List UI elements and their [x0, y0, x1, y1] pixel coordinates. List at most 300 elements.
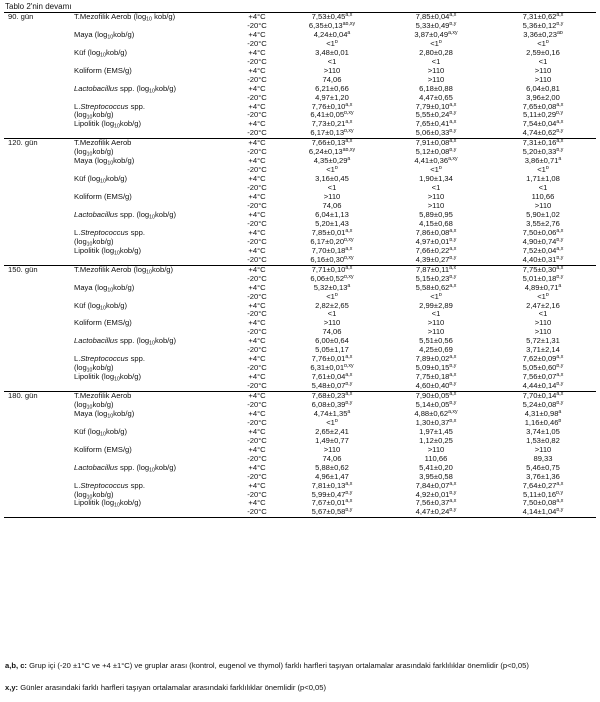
value-cell: 74,06 — [322, 328, 342, 337]
value-cell: $7,91\pm 0,08^{a,x}$ — [382, 139, 490, 148]
temperature-cell: +4°C — [248, 102, 266, 111]
table-row — [4, 211, 596, 220]
parameter-cell — [72, 382, 232, 391]
period-cell: 180. gün — [4, 392, 72, 401]
value-cell: 6,18±0,88 — [419, 84, 453, 93]
value-cell: 4,97±1,20 — [315, 93, 349, 102]
value-cell: $7,56\pm 0,37^{a,x}$ — [415, 499, 457, 508]
parameter-cell — [72, 293, 232, 302]
temperature-cell: -20°C — [247, 93, 267, 102]
period-cell — [4, 337, 72, 346]
value-cell: $7,75\pm 0,18^{a,x}$ — [415, 373, 457, 382]
value-cell: $6,24\pm 0,13^{ab,xy}$ — [308, 148, 356, 157]
period-cell — [4, 202, 72, 211]
value-cell: 3,76±1,36 — [526, 472, 560, 481]
value-cell: $7,66\pm 0,13^{a,x}$ — [282, 139, 382, 148]
temperature-cell: +4°C — [248, 175, 266, 184]
value-cell: $5,12\pm 0,08^{b,y}$ — [415, 148, 457, 157]
temperature-cell: -20°C — [247, 400, 267, 409]
value-cell: $<1^b$ — [326, 292, 338, 301]
period-cell — [4, 275, 72, 284]
value-cell: $7,90\pm 0,05^{a,x}$ — [382, 392, 490, 401]
table-row — [4, 328, 596, 337]
value-cell: >110 — [427, 445, 445, 454]
parameter-cell: Koliform (EMS/g) — [74, 193, 132, 202]
value-cell: 3,96±2,00 — [526, 93, 560, 102]
value-cell: 89,33 — [533, 454, 553, 463]
value-cell: $5,20\pm 0,33^{b,y}$ — [522, 148, 564, 157]
parameter-cell: L.Streptococcus spp. — [74, 228, 145, 237]
period-cell — [4, 22, 72, 31]
parameter-cell: Küf $(\log_{10}kob/g)$ — [74, 301, 128, 311]
table-row — [4, 319, 596, 328]
value-cell: >110 — [427, 202, 445, 211]
temperature-cell: -20°C — [247, 148, 267, 157]
temperature-cell: +4°C — [232, 139, 282, 148]
value-cell: $7,68\pm 0,23^{a,x}$ — [282, 392, 382, 401]
value-cell: >110 — [323, 193, 341, 202]
value-cell: $6,41\pm 0,05^{b,xy}$ — [310, 111, 354, 120]
parameter-cell: $(\log_{10}kob/g)$ — [74, 490, 114, 500]
value-cell: $7,31\pm 0,16^{a,x}$ — [490, 139, 596, 148]
value-cell: $6,08\pm 0,39^{b,y}$ — [311, 400, 353, 409]
temperature-cell: -20°C — [247, 292, 267, 301]
table-row — [4, 428, 596, 437]
value-cell: $5,36\pm 0,12^{b,y}$ — [522, 21, 564, 30]
table-row — [4, 166, 596, 175]
table-row — [4, 120, 596, 129]
parameter-cell: L.Streptococcus spp. — [74, 102, 145, 111]
table-row — [4, 355, 596, 364]
value-cell: 4,96±1,47 — [315, 472, 349, 481]
value-cell: 6,21±0,66 — [315, 84, 349, 93]
table-row — [4, 238, 596, 247]
temperature-cell: +4°C — [232, 265, 282, 274]
temperature-cell: -20°C — [247, 57, 267, 66]
temperature-cell: -20°C — [247, 111, 267, 120]
parameter-cell: Lactobacillus spp. $(\log_{10}kob/g)$ — [74, 84, 177, 94]
period-cell — [4, 148, 72, 157]
table-row — [4, 364, 596, 373]
table-row — [4, 293, 596, 302]
value-cell: 5,88±0,62 — [315, 463, 349, 472]
value-cell: $7,50\pm 0,08^{a,x}$ — [522, 499, 564, 508]
value-cell: $<1^b$ — [326, 39, 338, 48]
value-cell: >110 — [534, 75, 552, 84]
parameter-cell: Lactobacillus spp. $(\log_{10}kob/g)$ — [74, 337, 177, 347]
temperature-cell: +4°C — [248, 246, 266, 255]
value-cell: $7,70\pm 0,14^{a,x}$ — [490, 392, 596, 401]
value-cell: <1 — [327, 184, 337, 193]
table-row — [4, 446, 596, 455]
temperature-cell: -20°C — [247, 255, 267, 264]
value-cell: $7,31\pm 0,62^{a,x}$ — [490, 13, 596, 22]
table-row — [4, 175, 596, 184]
value-cell: 5,46±0,75 — [526, 463, 560, 472]
value-cell: 5,89±0,95 — [419, 210, 453, 219]
value-cell: $3,87\pm 0,49^{a,xy}$ — [414, 30, 458, 39]
value-cell: 110,66 — [531, 193, 555, 202]
value-cell: $4,97\pm 0,01^{b,y}$ — [415, 237, 457, 246]
value-cell: 3,48±0,01 — [315, 48, 349, 57]
value-cell: $5,11\pm 0,16^{b,y}$ — [522, 490, 564, 499]
parameter-cell: Maya $(\log_{10}kob/g)$ — [74, 409, 135, 419]
table-row — [4, 94, 596, 103]
value-cell: $6,06\pm 0,52^{b,xy}$ — [310, 274, 354, 283]
table-row — [4, 382, 596, 391]
parameter-cell — [72, 473, 232, 482]
temperature-cell: +4°C — [248, 157, 266, 166]
value-cell: 4,24±0,04$^a$ — [313, 30, 351, 39]
table-row — [4, 437, 596, 446]
parameter-cell: Koliform (EMS/g) — [74, 66, 132, 75]
value-cell: 2,47±2,16 — [526, 301, 560, 310]
table-row — [4, 13, 596, 22]
table-row — [4, 346, 596, 355]
value-cell: $4,39\pm 0,27^{b,y}$ — [415, 255, 457, 264]
parameter-cell: T.Mezofilik Aerob — [72, 139, 232, 148]
value-cell: <1 — [327, 57, 337, 66]
table-row — [4, 76, 596, 85]
period-cell — [4, 193, 72, 202]
table-row — [4, 310, 596, 319]
value-cell: $<1^b$ — [326, 166, 338, 175]
value-cell: $<1^b$ — [430, 39, 442, 48]
value-cell: <1 — [431, 310, 441, 319]
value-cell: >110 — [534, 66, 552, 75]
value-cell: $4,88\pm 0,62^{a,xy}$ — [414, 409, 458, 418]
value-cell: $5,67\pm 0,58^{b,y}$ — [282, 508, 382, 517]
parameter-cell: $(\log_{10}kob/g)$ — [74, 148, 114, 158]
temperature-cell: -20°C — [247, 184, 267, 193]
parameter-cell — [72, 129, 232, 138]
value-cell: $7,67\pm 0,01^{a,x}$ — [311, 499, 353, 508]
table-row — [4, 302, 596, 311]
period-cell — [4, 491, 72, 500]
value-cell: $<1^b$ — [326, 418, 338, 427]
value-cell: $5,14\pm 0,05^{b,y}$ — [415, 400, 457, 409]
temperature-cell: +4°C — [248, 120, 266, 129]
value-cell: $5,11\pm 0,29^{b,y}$ — [522, 111, 564, 120]
temperature-cell: -20°C — [247, 21, 267, 30]
value-cell: <1 — [538, 310, 548, 319]
value-cell: <1 — [431, 57, 441, 66]
parameter-cell — [72, 76, 232, 85]
footnote-xy-text: Günler arasındaki farklı harfleri taşıyan ortalamalar arasındaki farklılıklar önemlidir (p<0,05) — [20, 683, 326, 692]
parameter-cell — [72, 437, 232, 446]
temperature-cell: -20°C — [247, 472, 267, 481]
table-row — [4, 40, 596, 49]
period-cell — [4, 419, 72, 428]
temperature-cell: +4°C — [248, 445, 266, 454]
temperature-cell: -20°C — [247, 328, 267, 337]
table-row — [4, 256, 596, 265]
value-cell: >110 — [534, 328, 552, 337]
value-cell: $7,62\pm 0,09^{a,x}$ — [522, 355, 564, 364]
temperature-cell: +4°C — [248, 84, 266, 93]
value-cell: $4,92\pm 0,01^{b,y}$ — [415, 490, 457, 499]
value-cell: $7,53\pm 0,45^{a,x}$ — [282, 13, 382, 22]
parameter-cell: Koliform (EMS/g) — [74, 319, 132, 328]
value-cell: 5,05±1,17 — [315, 346, 349, 355]
period-cell — [4, 129, 72, 138]
table-row — [4, 193, 596, 202]
value-cell: 3,74±1,05 — [526, 427, 560, 436]
value-cell: $5,24\pm 0,08^{b,y}$ — [522, 400, 564, 409]
period-cell — [4, 31, 72, 40]
table-row — [4, 491, 596, 500]
temperature-cell: -20°C — [247, 237, 267, 246]
value-cell: $4,41\pm 0,36^{a,xy}$ — [414, 157, 458, 166]
parameter-cell: Lipolitik $(\log_{10}kob/g)$ — [74, 246, 141, 256]
parameter-cell — [72, 22, 232, 31]
parameter-cell — [72, 58, 232, 67]
period-cell — [4, 401, 72, 410]
value-cell: $5,01\pm 0,18^{b,y}$ — [522, 274, 564, 283]
temperature-cell: +4°C — [248, 301, 266, 310]
parameter-cell: Maya $(\log_{10}kob/g)$ — [74, 30, 135, 40]
period-cell — [4, 211, 72, 220]
table-row — [4, 499, 596, 508]
table-row — [4, 508, 596, 517]
temperature-cell: -20°C — [247, 39, 267, 48]
period-cell — [4, 410, 72, 419]
parameter-cell: Lipolitik $(\log_{10}kob/g)$ — [74, 499, 141, 509]
parameter-cell: Küf $(\log_{10}kob/g)$ — [74, 427, 128, 437]
footnote-abc — [5, 661, 595, 670]
table-row — [4, 58, 596, 67]
table-row — [4, 455, 596, 464]
table-row — [4, 129, 596, 138]
value-cell: 2,65±2,41 — [315, 427, 349, 436]
temperature-cell: -20°C — [247, 436, 267, 445]
value-cell: 3,86±0,71$^a$ — [524, 157, 562, 166]
temperature-cell: -20°C — [247, 418, 267, 427]
period-cell — [4, 428, 72, 437]
period-cell — [4, 293, 72, 302]
temperature-cell: +4°C — [248, 228, 266, 237]
value-cell: 1,16±0,46$^b$ — [524, 418, 562, 427]
period-cell — [4, 49, 72, 58]
table-row — [4, 139, 596, 148]
period-cell — [4, 229, 72, 238]
temperature-cell: +4°C — [248, 283, 266, 292]
value-cell: >110 — [427, 75, 445, 84]
parameter-cell — [72, 40, 232, 49]
value-cell: 1,97±1,45 — [419, 427, 453, 436]
parameter-cell: $(\log_{10}kob/g)$ — [74, 400, 114, 410]
value-cell: $4,47\pm 0,24^{b,y}$ — [382, 508, 490, 517]
table-row — [4, 419, 596, 428]
value-cell: $7,85\pm 0,01^{a,x}$ — [311, 228, 353, 237]
value-cell: 4,15±0,68 — [419, 219, 453, 228]
parameter-cell: $(\log_{10}kob/g)$ — [74, 237, 114, 247]
value-cell: 5,41±0,20 — [419, 463, 453, 472]
value-cell: 5,20±1,43 — [315, 219, 349, 228]
table-row — [4, 464, 596, 473]
table-row — [4, 247, 596, 256]
value-cell: >110 — [427, 319, 445, 328]
table-row — [4, 410, 596, 419]
value-cell: $7,89\pm 0,02^{a,x}$ — [415, 355, 457, 364]
parameter-cell — [72, 184, 232, 193]
table-row — [4, 220, 596, 229]
value-cell: $7,54\pm 0,04^{a,x}$ — [522, 120, 564, 129]
value-cell: 2,82±2,65 — [315, 301, 349, 310]
value-cell: 4,25±0,69 — [419, 346, 453, 355]
temperature-cell: -20°C — [247, 346, 267, 355]
value-cell: 3,55±2,76 — [526, 219, 560, 228]
value-cell: 2,59±0,16 — [526, 48, 560, 57]
value-cell: $5,58\pm 0,62^{a,x}$ — [415, 283, 457, 292]
period-cell — [4, 302, 72, 311]
period-cell — [4, 184, 72, 193]
value-cell: $6,35\pm 0,13^{ab,xy}$ — [308, 21, 356, 30]
value-cell: $7,71\pm 0,10^{a,x}$ — [282, 265, 382, 274]
parameter-cell — [72, 346, 232, 355]
value-cell: 3,95±0,58 — [419, 472, 453, 481]
temperature-cell: +4°C — [232, 13, 282, 22]
parameter-cell: Küf $(\log_{10}kob/g)$ — [74, 48, 128, 58]
period-cell — [4, 175, 72, 184]
parameter-cell: T.Mezofilik Aerob ($\log_{10}$ kob/g) — [72, 13, 232, 22]
period-cell — [4, 111, 72, 120]
temperature-cell: +4°C — [248, 463, 266, 472]
value-cell: 74,06 — [322, 75, 342, 84]
period-cell — [4, 67, 72, 76]
value-cell: $7,66\pm 0,22^{a,x}$ — [415, 246, 457, 255]
period-cell — [4, 473, 72, 482]
parameter-cell — [72, 220, 232, 229]
value-cell: $6,17\pm 0,20^{b,xy}$ — [310, 237, 354, 246]
table-row — [4, 392, 596, 401]
table-row — [4, 202, 596, 211]
table-row — [4, 284, 596, 293]
parameter-cell: Lactobacillus spp. $(\log_{10}kob/g)$ — [74, 210, 177, 220]
temperature-cell: +4°C — [248, 499, 266, 508]
parameter-cell — [72, 94, 232, 103]
temperature-cell: +4°C — [232, 392, 282, 401]
footnote-abc-mark: a,b, c: — [5, 661, 27, 670]
value-cell: 6,00±0,64 — [315, 337, 349, 346]
parameter-cell: Maya $(\log_{10}kob/g)$ — [74, 157, 135, 167]
period-cell — [4, 499, 72, 508]
value-cell: <1 — [538, 57, 548, 66]
value-cell: $7,70\pm 0,18^{a,x}$ — [311, 246, 353, 255]
temperature-cell: +4°C — [248, 30, 266, 39]
temperature-cell: -20°C — [247, 490, 267, 499]
value-cell: $<1^b$ — [430, 292, 442, 301]
value-cell: $5,99\pm 0,47^{b,y}$ — [311, 490, 353, 499]
value-cell: $7,85\pm 0,04^{a,x}$ — [382, 13, 490, 22]
value-cell: $4,44\pm 0,14^{b,y}$ — [522, 382, 564, 391]
value-cell: $6,16\pm 0,30^{b,xy}$ — [310, 255, 354, 264]
temperature-cell: +4°C — [248, 193, 266, 202]
temperature-cell: +4°C — [248, 481, 266, 490]
value-cell: $7,76\pm 0,10^{a,x}$ — [311, 102, 353, 111]
value-cell: 6,04±1,13 — [315, 210, 349, 219]
value-cell: 5,72±1,31 — [526, 337, 560, 346]
value-cell: 4,31±0,98$^a$ — [524, 409, 562, 418]
value-cell: $7,65\pm 0,08^{a,x}$ — [522, 102, 564, 111]
value-cell: 1,12±0,25 — [419, 436, 453, 445]
value-cell: $1,30\pm 0,37^{b,x}$ — [415, 418, 457, 427]
value-cell: $7,86\pm 0,08^{a,x}$ — [415, 228, 457, 237]
period-cell: 150. gün — [4, 265, 72, 274]
value-cell: $7,64\pm 0,27^{a,x}$ — [522, 481, 564, 490]
value-cell: $7,75\pm 0,30^{a,x}$ — [490, 265, 596, 274]
period-cell — [4, 256, 72, 265]
value-cell: $5,05\pm 0,60^{b,y}$ — [522, 364, 564, 373]
value-cell: 3,36±0,23$^{ab}$ — [523, 30, 563, 39]
parameter-cell — [72, 310, 232, 319]
parameter-cell — [72, 275, 232, 284]
period-cell — [4, 364, 72, 373]
value-cell: 5,51±0,56 — [419, 337, 453, 346]
value-cell: >110 — [534, 319, 552, 328]
period-cell — [4, 238, 72, 247]
value-cell: >110 — [323, 445, 341, 454]
table-row — [4, 148, 596, 157]
table-row — [4, 337, 596, 346]
value-cell: 4,74±1,35$^a$ — [313, 409, 351, 418]
value-cell: 1,53±0,82 — [526, 436, 560, 445]
table-row — [4, 184, 596, 193]
temperature-cell: -20°C — [247, 364, 267, 373]
table-row — [4, 473, 596, 482]
period-cell: 90. gün — [4, 13, 72, 22]
period-cell — [4, 446, 72, 455]
period-cell — [4, 482, 72, 491]
value-cell: $7,79\pm 0,10^{a,x}$ — [415, 102, 457, 111]
period-cell: 120. gün — [4, 139, 72, 148]
period-cell — [4, 58, 72, 67]
value-cell: 2,80±0,28 — [419, 48, 453, 57]
period-cell — [4, 247, 72, 256]
table-row — [4, 67, 596, 76]
parameter-cell: Küf $(\log_{10}kob/g)$ — [74, 175, 128, 185]
value-cell: >110 — [534, 445, 552, 454]
table-row — [4, 229, 596, 238]
parameter-cell — [72, 455, 232, 464]
period-cell — [4, 508, 72, 517]
temperature-cell: +4°C — [248, 337, 266, 346]
value-cell: 5,90±1,02 — [526, 210, 560, 219]
value-cell: $<1^b$ — [537, 166, 549, 175]
temperature-cell: -20°C — [247, 274, 267, 283]
temperature-cell: +4°C — [248, 409, 266, 418]
period-cell — [4, 355, 72, 364]
footnote-xy-mark: x,y: — [5, 683, 19, 692]
value-cell: $4,90\pm 0,74^{b,y}$ — [522, 237, 564, 246]
value-cell: <1 — [538, 184, 548, 193]
temperature-cell: +4°C — [248, 427, 266, 436]
period-cell — [4, 319, 72, 328]
period-cell — [4, 157, 72, 166]
value-cell: $5,06\pm 0,33^{b,y}$ — [415, 129, 457, 138]
value-cell: 6,04±0,81 — [526, 84, 560, 93]
value-cell: 1,90±1,34 — [419, 175, 453, 184]
parameter-cell: Lipolitik $(\log_{10}kob/g)$ — [74, 120, 141, 130]
value-cell: $7,61\pm 0,04^{a,x}$ — [311, 373, 353, 382]
table-row — [4, 373, 596, 382]
period-cell — [4, 328, 72, 337]
value-cell: $5,55\pm 0,24^{b,y}$ — [415, 111, 457, 120]
parameter-cell: L.Streptococcus spp. — [74, 355, 145, 364]
temperature-cell: +4°C — [248, 355, 266, 364]
value-cell: 4,35±0,29$^a$ — [313, 157, 351, 166]
period-cell — [4, 310, 72, 319]
